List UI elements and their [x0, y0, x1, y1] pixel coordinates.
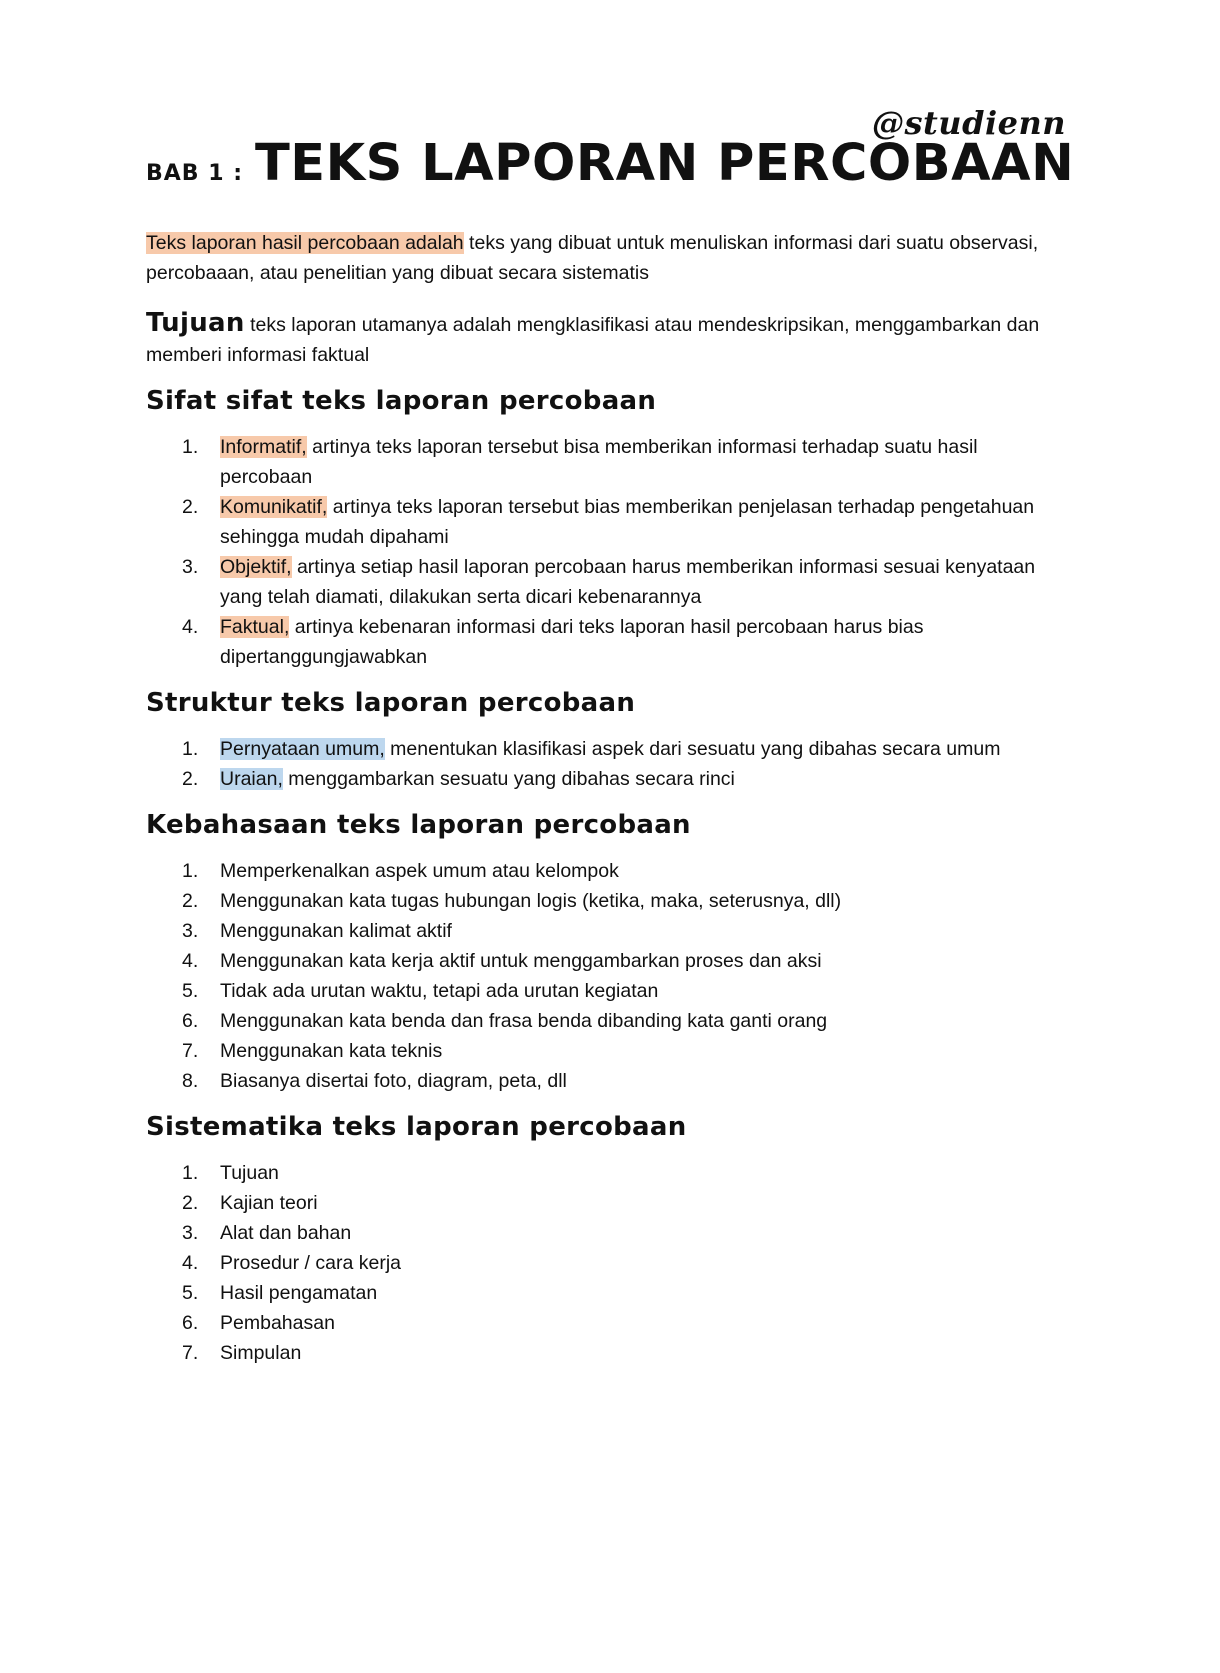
sistematika-heading: Sistematika teks laporan percobaan	[146, 1112, 687, 1142]
list-item	[146, 432, 1046, 492]
list-text: Menggunakan kata kerja aktif untuk menggambarkan proses dan aksi	[220, 950, 822, 972]
list-item	[146, 1278, 1046, 1308]
list-text: Alat dan bahan	[220, 1222, 352, 1244]
list-text: artinya kebenaran informasi dari teks laporan hasil percobaan harus bias dipertanggungjawabkan	[220, 616, 924, 668]
tujuan-paragraph	[146, 308, 1046, 370]
list-number: 4.	[182, 1252, 199, 1274]
list-number: 7.	[182, 1040, 199, 1062]
list-text: Tujuan	[220, 1162, 279, 1184]
list-item	[146, 1308, 1046, 1338]
list-number: 6.	[182, 1312, 199, 1334]
list-term: Pernyataan umum,	[220, 738, 385, 760]
list-item	[146, 492, 1046, 552]
list-text: Biasanya disertai foto, diagram, peta, dll	[220, 1070, 567, 1092]
list-number: 3.	[182, 1222, 199, 1244]
list-text: Menggunakan kalimat aktif	[220, 920, 452, 942]
list-text: artinya setiap hasil laporan percobaan harus memberikan informasi sesuai kenyataan yang telah diamati, dilakukan serta dicari kebenarannya	[220, 556, 1036, 608]
list-number: 6.	[182, 1010, 199, 1032]
chapter-label: BAB 1 :	[146, 161, 243, 186]
list-text: Menggunakan kata tugas hubungan logis (ketika, maka, seterusnya, dll)	[220, 890, 842, 912]
tujuan-label: Tujuan	[146, 308, 245, 338]
list-item	[146, 946, 1046, 976]
list-item	[146, 1066, 1046, 1096]
list-number: 4.	[182, 950, 199, 972]
kebahasaan-heading: Kebahasaan teks laporan percobaan	[146, 810, 691, 840]
sistematika-list	[146, 1158, 1046, 1368]
list-text: Menggunakan kata benda dan frasa benda dibanding kata ganti orang	[220, 1010, 828, 1032]
intro-text: teks yang dibuat untuk menuliskan informasi dari suatu observasi, percobaaan, atau penelitian yang dibuat secara sistematis	[146, 232, 1039, 284]
list-item	[146, 734, 1046, 764]
list-term: Informatif,	[220, 436, 307, 458]
document-body	[146, 228, 1046, 1368]
list-item	[146, 1036, 1046, 1066]
list-number: 2.	[182, 890, 199, 912]
author-watermark: @studienn	[872, 104, 1066, 142]
list-number: 1.	[182, 1162, 199, 1184]
page-title	[146, 134, 1075, 193]
list-text: artinya teks laporan tersebut bias memberikan penjelasan terhadap pengetahuan sehingga mudah dipahami	[220, 496, 1035, 548]
list-text: Tidak ada urutan waktu, tetapi ada urutan kegiatan	[220, 980, 659, 1002]
list-text: Kajian teori	[220, 1192, 318, 1214]
list-item	[146, 1006, 1046, 1036]
list-term: Objektif,	[220, 556, 292, 578]
list-number: 5.	[182, 980, 199, 1002]
list-text: Prosedur / cara kerja	[220, 1252, 401, 1274]
list-item	[146, 764, 1046, 794]
list-item	[146, 856, 1046, 886]
sifat-list	[146, 432, 1046, 672]
list-item	[146, 1248, 1046, 1278]
list-item	[146, 612, 1046, 672]
struktur-heading: Struktur teks laporan percobaan	[146, 688, 636, 718]
list-number: 3.	[182, 556, 199, 578]
intro-highlight: Teks laporan hasil percobaan adalah	[146, 232, 464, 254]
list-number: 2.	[182, 1192, 199, 1214]
sifat-heading: Sifat sifat teks laporan percobaan	[146, 386, 657, 416]
list-text: Pembahasan	[220, 1312, 335, 1334]
struktur-list	[146, 734, 1046, 794]
list-item	[146, 1188, 1046, 1218]
tujuan-text: teks laporan utamanya adalah mengklasifikasi atau mendeskripsikan, menggambarkan dan memberi informasi faktual	[146, 314, 1040, 366]
list-number: 5.	[182, 1282, 199, 1304]
list-item	[146, 1218, 1046, 1248]
list-number: 2.	[182, 768, 199, 790]
list-item	[146, 552, 1046, 612]
list-number: 1.	[182, 436, 199, 458]
list-item	[146, 976, 1046, 1006]
list-text: Hasil pengamatan	[220, 1282, 378, 1304]
list-term: Uraian,	[220, 768, 283, 790]
list-number: 1.	[182, 860, 199, 882]
list-item	[146, 1158, 1046, 1188]
list-text: menentukan klasifikasi aspek dari sesuatu yang dibahas secara umum	[384, 738, 1001, 760]
list-number: 1.	[182, 738, 199, 760]
list-text: Menggunakan kata teknis	[220, 1040, 443, 1062]
list-text: Memperkenalkan aspek umum atau kelompok	[220, 860, 619, 882]
list-text: artinya teks laporan tersebut bisa memberikan informasi terhadap suatu hasil percobaan	[220, 436, 978, 488]
kebahasaan-list	[146, 856, 1046, 1096]
list-number: 2.	[182, 496, 199, 518]
list-term: Faktual,	[220, 616, 290, 638]
list-item	[146, 916, 1046, 946]
list-text: menggambarkan sesuatu yang dibahas secara rinci	[282, 768, 735, 790]
list-term: Komunikatif,	[220, 496, 328, 518]
list-text: Simpulan	[220, 1342, 302, 1364]
chapter-title: TEKS LAPORAN PERCOBAAN	[255, 134, 1075, 193]
list-number: 4.	[182, 616, 199, 638]
list-number: 7.	[182, 1342, 199, 1364]
intro-paragraph	[146, 228, 1046, 288]
list-number: 8.	[182, 1070, 199, 1092]
list-item	[146, 886, 1046, 916]
list-item	[146, 1338, 1046, 1368]
list-number: 3.	[182, 920, 199, 942]
